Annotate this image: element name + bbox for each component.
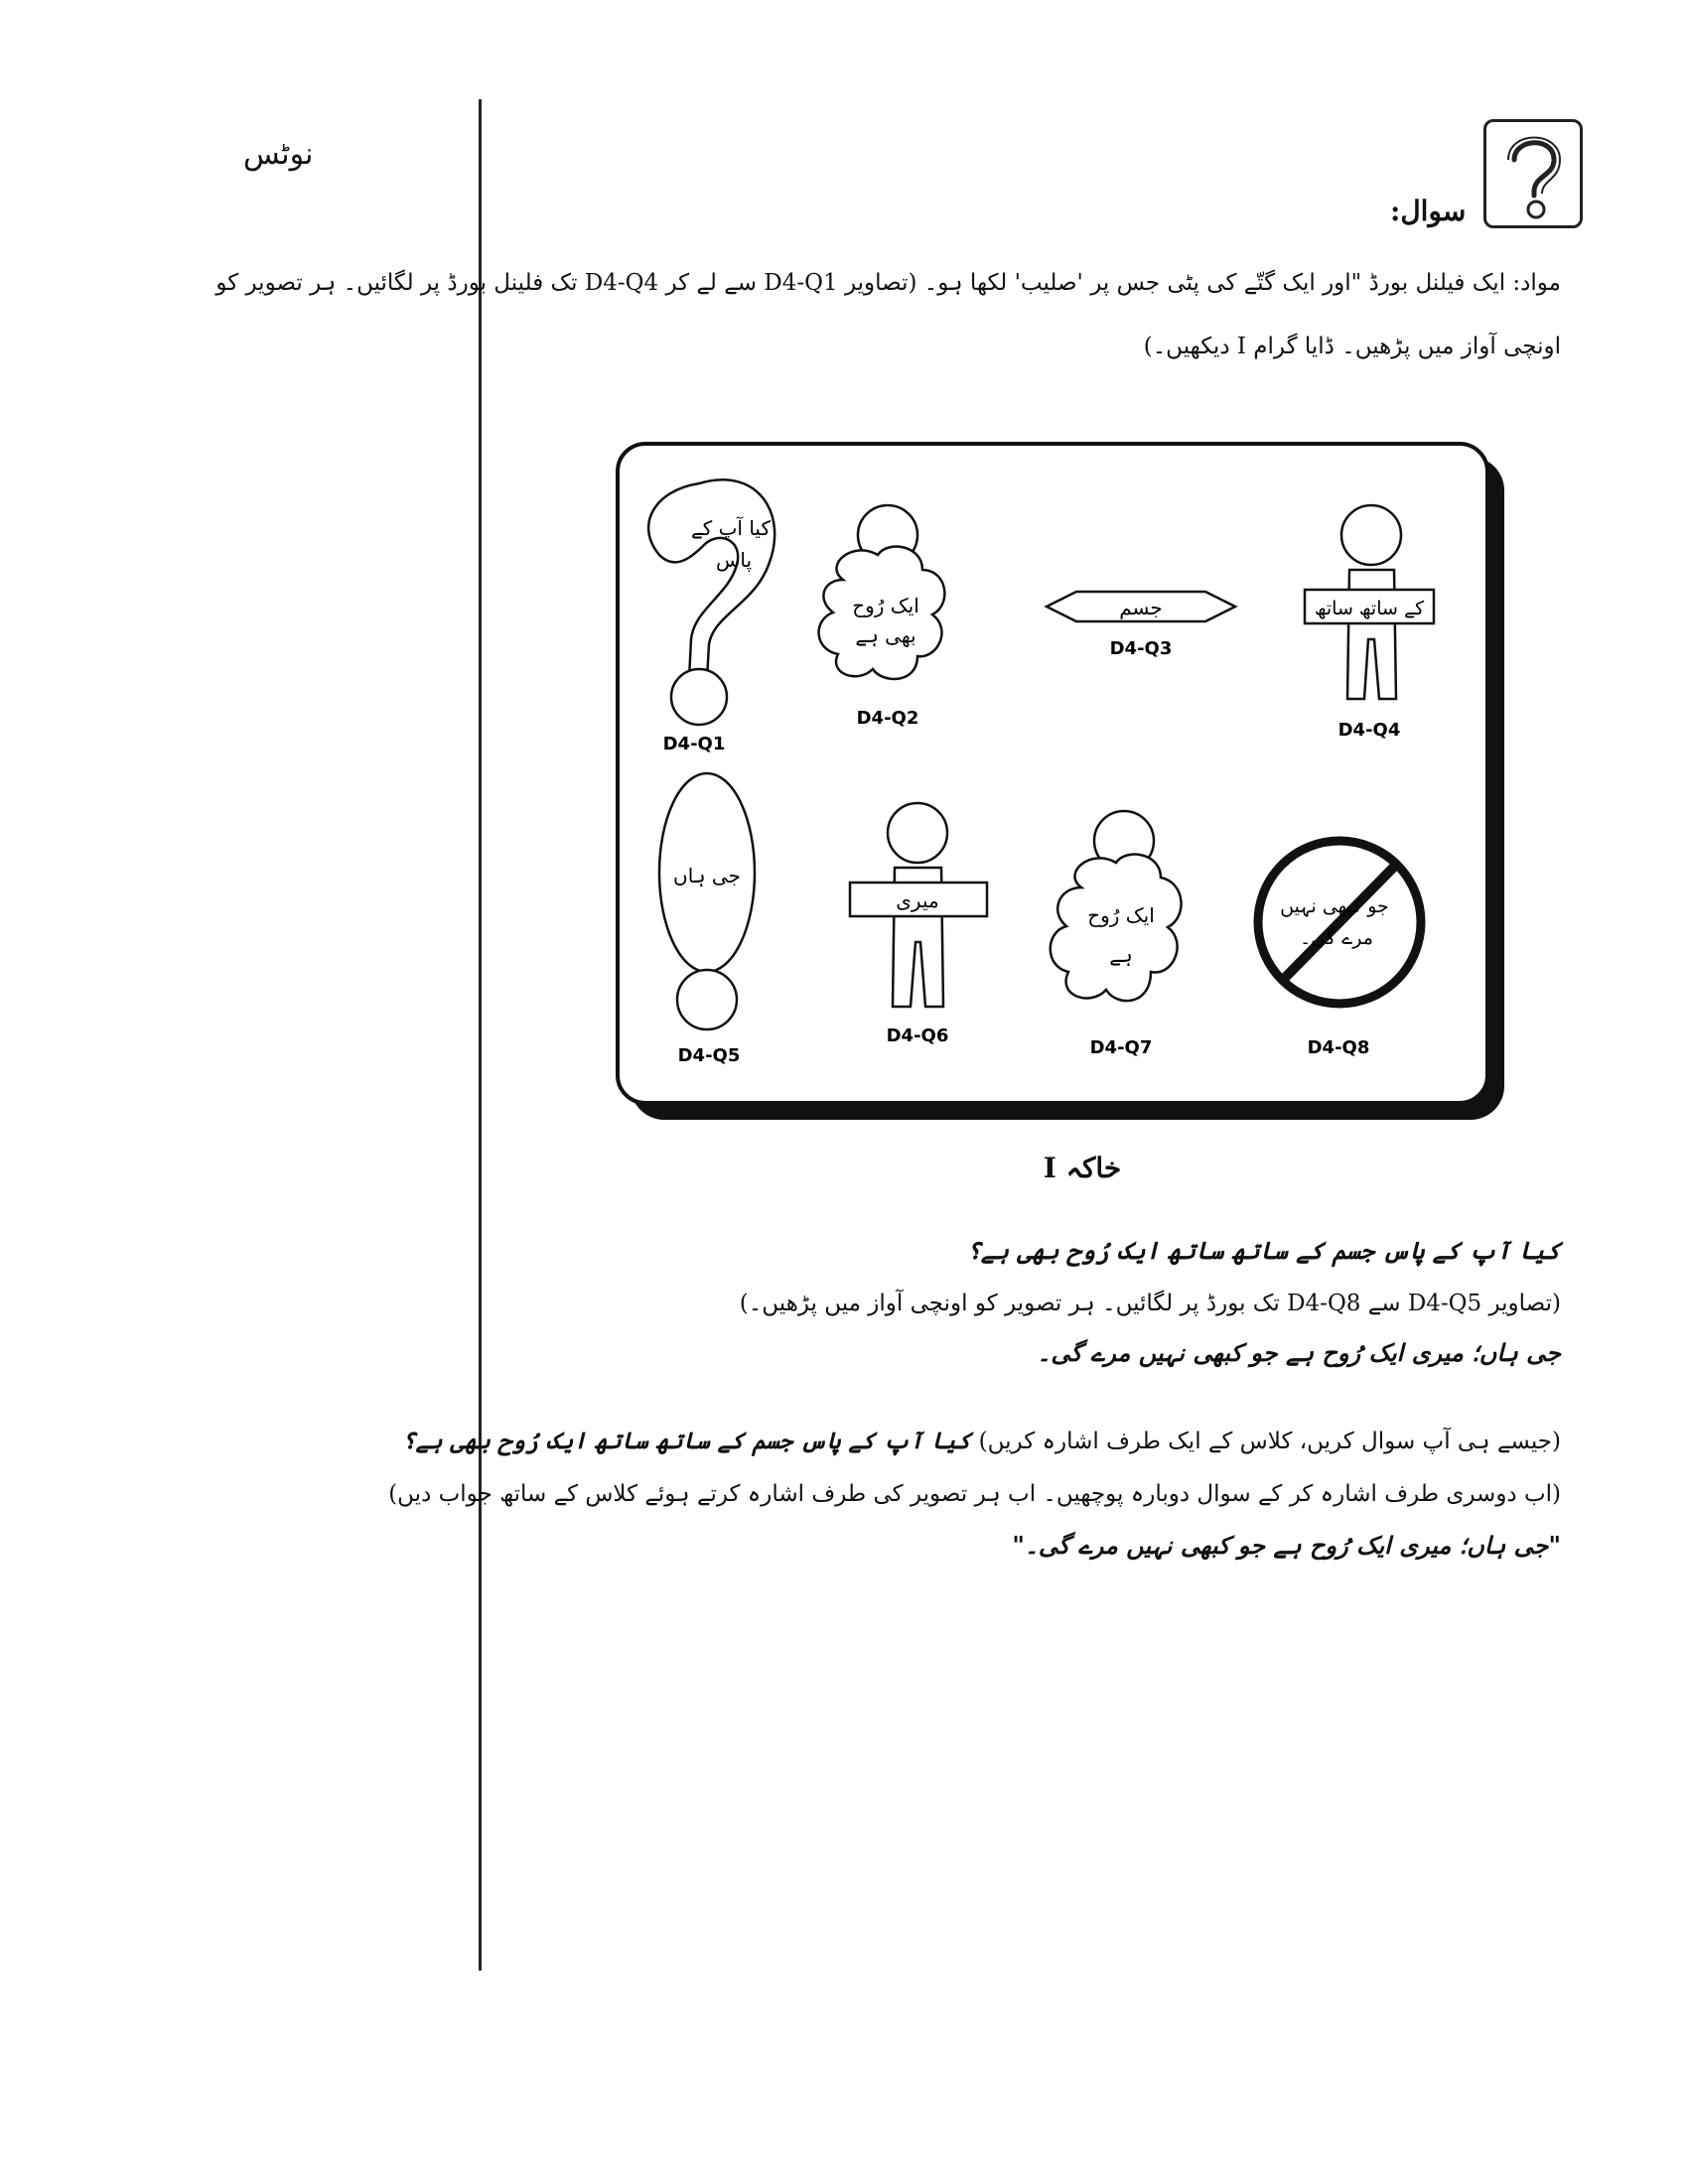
d4-q7-label: D4-Q7 [1089, 1037, 1153, 1058]
answer-line-1: جی ہاں؛ میری ایک رُوح ہے جو کبھی نہیں مرے گی۔ [1037, 1338, 1561, 1367]
instruction-line-1: (تصاویر D4-Q5 سے D4-Q8 تک بورڈ پر لگائیں۔ ہر تصویر کو اونچی آواز میں پڑھیں۔) [739, 1291, 1561, 1316]
materials-line-2: اونچی آواز میں پڑھیں۔ ڈایا گرام I دیکھیں۔) [1143, 334, 1561, 359]
d4-q6-text-1: میری [896, 888, 939, 912]
d4-q8-text-1: جو کبھی نہیں [1280, 895, 1389, 917]
diagram-panel [616, 442, 1489, 1105]
d4-q4-label: D4-Q4 [1337, 720, 1401, 741]
figure-d4-q7 [1051, 811, 1182, 1058]
d4-q2-label: D4-Q2 [856, 708, 919, 729]
d4-q8-label: D4-Q8 [1307, 1037, 1370, 1058]
d4-q2-text-1: ایک رُوح [852, 594, 919, 617]
question-line: کیا آپ کے پاس جسم کے ساتھ ساتھ ایک رُوح بھی ہے؟ [966, 1236, 1561, 1265]
figure-d4-q4 [1305, 505, 1434, 741]
d4-q7-text-1: ایک رُوح [1087, 903, 1155, 927]
margin-divider [479, 99, 482, 1971]
figure-d4-q6 [850, 803, 987, 1046]
answer-line-2: "جی ہاں؛ میری ایک رُوح ہے جو کبھی نہیں مرے گی۔" [1012, 1531, 1561, 1560]
instruction-2-question: کیا آپ کے پاس جسم کے ساتھ ساتھ ایک رُوح بھی ہے؟ [402, 1428, 972, 1454]
question-heading: سوال: [1390, 195, 1467, 227]
d4-q3-text-1: جسم [1119, 596, 1163, 619]
figure-d4-q8 [1258, 841, 1421, 1058]
figure-d4-q2 [819, 505, 945, 729]
diagram-caption: خاکہ I [1043, 1152, 1122, 1184]
materials-line-1: مواد: ایک فیلنل بورڈ "اور ایک گتّے کی پٹی جس پر 'صلیب' لکھا ہو۔ (تصاویر D4-Q1 سے لے کر D4-Q4 تک فلینل بورڈ پر لگائیں۔ ہر تصویر کو [215, 270, 1561, 296]
d4-q1-text-2: پاس [715, 548, 753, 572]
instruction-line-2 [402, 1428, 1561, 1454]
d4-q1-text-1: کیا آپ کے [691, 516, 771, 540]
d4-q5-label: D4-Q5 [677, 1045, 741, 1066]
figure-d4-q1 [648, 479, 774, 754]
d4-q6-label: D4-Q6 [886, 1025, 949, 1046]
d4-q5-text-1: جی ہاں [673, 864, 741, 887]
d4-q4-text-1: کے ساتھ ساتھ [1314, 598, 1425, 619]
instruction-line-3: (اب دوسری طرف اشارہ کر کے سوال دوبارہ پوچھیں۔ اب ہر تصویر کی طرف اشارہ کرتے ہوئے کلاس کے ساتھ جواب دیں) [388, 1481, 1561, 1507]
d4-q3-label: D4-Q3 [1109, 638, 1173, 659]
notes-label: نوٹس [243, 137, 314, 172]
d4-q7-text-2: ہے [1109, 943, 1133, 967]
question-mark-icon [1483, 119, 1583, 228]
d4-q2-text-2: بھی ہے [855, 623, 916, 647]
figure-d4-q5 [659, 773, 755, 1066]
d4-q1-label: D4-Q1 [662, 734, 726, 754]
figure-d4-q3 [1047, 592, 1235, 659]
diagram-illustration [620, 446, 1493, 1109]
d4-q8-text-2: مرے گی۔ [1300, 927, 1373, 949]
instruction-2-plain: (جیسے ہی آپ سوال کریں، کلاس کے ایک طرف اشارہ کریں) [978, 1429, 1561, 1454]
